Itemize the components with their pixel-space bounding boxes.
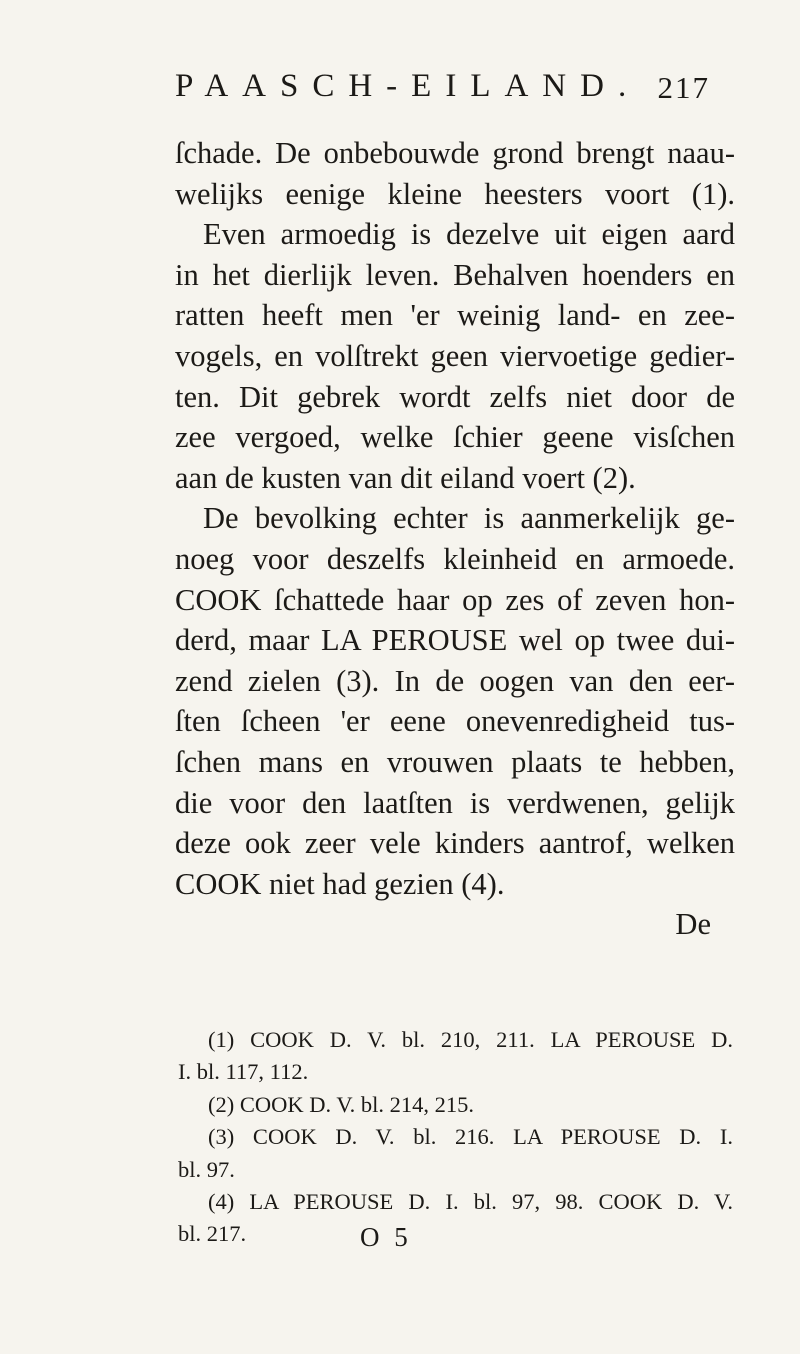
body-line: ratten heeft men 'er weinig land- en zee- xyxy=(175,298,735,333)
footnote-line: bl. 97. xyxy=(178,1156,235,1182)
footnote-line: (1) COOK D. V. bl. 210, 211. LA PEROUSE D. xyxy=(208,1027,733,1052)
body-line: die voor den laatſten is verdwenen, gelijk xyxy=(175,785,735,820)
body-line: De bevolking echter is aanmerkelijk ge- xyxy=(203,501,735,536)
body-line: welijks eenige kleine heesters voort (1). xyxy=(175,176,735,211)
body-line: deze ook zeer vele kinders aantrof, welken xyxy=(175,826,735,861)
body-line: COOK ſchattede haar op zes of zeven hon- xyxy=(175,582,735,617)
body-text xyxy=(175,133,735,945)
body-line: in het dierlijk leven. Behalven hoenders en xyxy=(175,257,735,292)
body-line: noeg voor deszelfs kleinheid en armoede. xyxy=(175,541,735,576)
page-number: 217 xyxy=(657,70,710,105)
body-line: Even armoedig is dezelve uit eigen aard xyxy=(203,217,735,252)
signature-mark: O 5 xyxy=(360,1222,412,1252)
body-line: ten. Dit gebrek wordt zelfs niet door de xyxy=(175,379,735,414)
body-line: aan de kusten van dit eiland voert (2). xyxy=(175,460,636,495)
catchword: De xyxy=(675,907,711,942)
body-line: zee vergoed, welke ſchier geene visſchen xyxy=(175,420,735,455)
body-line: derd, maar LA PEROUSE wel op twee dui- xyxy=(175,623,735,658)
body-line: vogels, en volſtrekt geen viervoetige gedier- xyxy=(175,338,735,373)
body-line: ſchade. De onbebouwde grond brengt naau- xyxy=(175,136,735,170)
running-title: PAASCH-EILAND. xyxy=(175,68,641,104)
footnote-line: bl. 217. xyxy=(178,1221,247,1247)
body-line: zend zielen (3). In de oogen van den eer- xyxy=(175,663,735,698)
body-line: ſten ſcheen 'er eene onevenredigheid tus- xyxy=(175,704,735,739)
footnotes xyxy=(178,1024,733,1251)
page-header xyxy=(175,68,710,116)
body-line: COOK niet had gezien (4). xyxy=(175,866,505,901)
body-line: ſchen mans en vrouwen plaats te hebben, xyxy=(175,744,735,779)
footnote-line: (2) COOK D. V. bl. 214, 215. xyxy=(208,1091,475,1117)
footnote-line: I. bl. 117, 112. xyxy=(178,1059,309,1085)
footnote-line: (3) COOK D. V. bl. 216. LA PEROUSE D. I. xyxy=(208,1124,733,1150)
footnote-line: (4) LA PEROUSE D. I. bl. 97, 98. COOK D. V. xyxy=(208,1188,733,1214)
